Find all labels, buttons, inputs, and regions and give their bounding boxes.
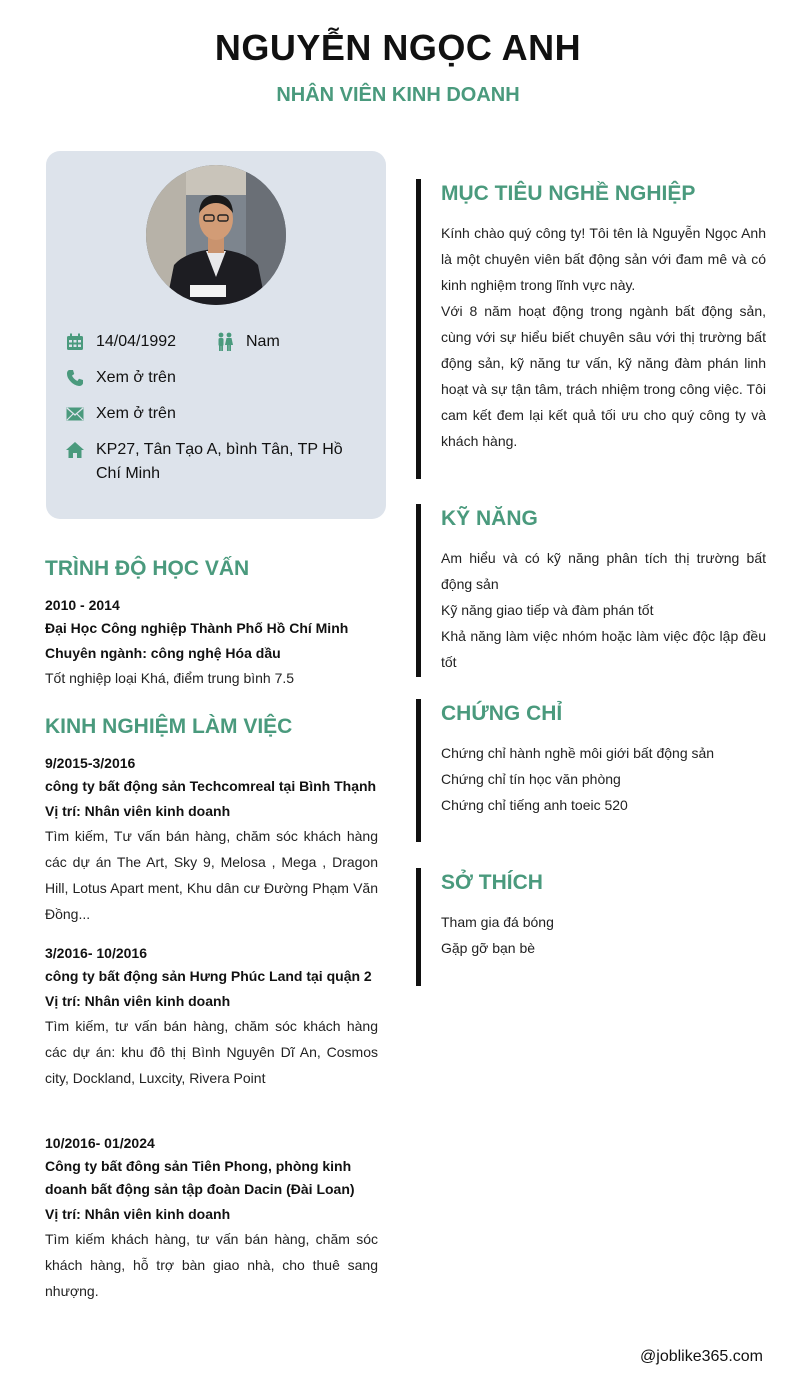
job-description: Tìm kiếm, Tư vấn bán hàng, chăm sóc khách hàng các dự án The Art, Sky 9, Melosa , Mega , Dragon Hill, Lotus Apart ment, Khu dân cư Đường Phạm Văn Đồng...	[45, 828, 378, 922]
skills-title: KỸ NĂNG	[441, 507, 538, 530]
hobby-item: Gặp gỡ bạn bè	[441, 940, 536, 956]
address-row	[65, 438, 365, 486]
address-value: KP27, Tân Tạo A, bình Tân, TP Hồ Chí Minh	[96, 441, 343, 482]
job-entry	[45, 752, 378, 927]
objective-paragraph: Kính chào quý công ty! Tôi tên là Nguyễn Ngọc Anh là một chuyên viên bất động sản với đam mê và có kinh nghiệm trong lĩnh vực này.	[441, 225, 766, 293]
job-period: 9/2015-3/2016	[45, 755, 136, 771]
job-period: 3/2016- 10/2016	[45, 945, 147, 961]
certificate-item: Chứng chỉ tín học văn phòng	[441, 771, 621, 787]
job-company: công ty bất động sản Hưng Phúc Land tại quận 2	[45, 968, 372, 984]
birthday-row	[65, 330, 176, 354]
home-icon	[65, 438, 85, 462]
education-years: 2010 - 2014	[45, 597, 120, 613]
phone-icon	[65, 366, 85, 390]
avatar-photo	[146, 165, 286, 305]
phone-row	[65, 366, 176, 390]
job-position: Vị trí: Nhân viên kinh doanh	[45, 993, 231, 1009]
experience-title: KINH NGHIỆM LÀM VIỆC	[45, 715, 293, 738]
avatar	[146, 165, 286, 305]
hobby-item: Tham gia đá bóng	[441, 914, 554, 930]
certificate-item: Chứng chỉ hành nghề môi giới bất động sản	[441, 745, 715, 761]
job-company: công ty bất động sản Techcomreal tại Bình Thạnh	[45, 778, 377, 794]
gender-value: Nam	[246, 333, 280, 350]
email-value: Xem ở trên	[96, 405, 176, 422]
candidate-name: NGUYỄN NGỌC ANH	[214, 27, 582, 68]
watermark: @joblike365.com	[640, 1348, 763, 1365]
birthday-value: 14/04/1992	[96, 333, 177, 350]
education-major: Chuyên ngành: công nghệ Hóa dầu	[45, 645, 281, 661]
job-period: 10/2016- 01/2024	[45, 1135, 155, 1151]
job-company: Công ty bất đông sản Tiên Phong, phòng kinh doanh bất động sản tập đoàn Dacin (Đài Loan)	[45, 1158, 355, 1197]
objective-paragraph: Với 8 năm hoạt động trong ngành bất động sản, cùng với sự hiểu biết chuyên sâu với thị trường bất động sản, kỹ năng tư vấn, kỹ năng đàm phán linh hoạt và sự tận tâm, trách nhiệm trong công việc. Tôi cam kết đem lại kết quả tối ưu cho quý công ty và khách hàng.	[441, 303, 766, 449]
candidate-job-title: NHÂN VIÊN KINH DOANH	[276, 84, 520, 106]
objective-title: MỤC TIÊU NGHỀ NGHIỆP	[441, 182, 696, 205]
job-description: Tìm kiếm khách hàng, tư vấn bán hàng, chăm sóc khách hàng, hỗ trợ bàn giao nhà, cho thuê sang nhượng.	[45, 1231, 378, 1299]
job-entry	[45, 942, 378, 1091]
job-entry	[45, 1132, 378, 1304]
certificate-item: Chứng chỉ tiếng anh toeic 520	[441, 797, 628, 813]
hobbies-section	[416, 868, 766, 986]
certificates-title: CHỨNG CHỈ	[441, 702, 563, 725]
skill-item: Am hiểu và có kỹ năng phân tích thị trường bất động sản	[441, 550, 766, 592]
education-title: TRÌNH ĐỘ HỌC VẤN	[45, 557, 250, 580]
hobbies-title: SỞ THÍCH	[441, 871, 543, 894]
people-icon	[215, 330, 235, 354]
profile-card	[46, 151, 386, 519]
education-section	[45, 556, 378, 691]
certificates-section	[416, 699, 766, 842]
education-school: Đại Học Công nghiệp Thành Phố Hồ Chí Minh	[45, 620, 349, 636]
email-row	[65, 402, 176, 426]
resume-header	[0, 28, 796, 107]
gender-row	[215, 330, 280, 354]
objective-section	[416, 179, 766, 479]
experience-section	[45, 714, 378, 1304]
skill-item: Kỹ năng giao tiếp và đàm phán tốt	[441, 602, 654, 618]
job-position: Vị trí: Nhân viên kinh doanh	[45, 1206, 231, 1222]
skill-item: Khả năng làm việc nhóm hoặc làm việc độc lập đều tốt	[441, 628, 766, 670]
skills-section	[416, 504, 766, 677]
calendar-icon	[65, 330, 85, 354]
job-description: Tìm kiếm, tư vấn bán hàng, chăm sóc khách hàng các dự án: khu đô thị Bình Nguyên Dĩ An, Cosmos city, Dockland, Luxcity, Rivera Point	[45, 1018, 378, 1086]
job-position: Vị trí: Nhân viên kinh doanh	[45, 803, 231, 819]
envelope-icon	[65, 402, 85, 426]
phone-value: Xem ở trên	[96, 369, 176, 386]
education-result: Tốt nghiệp loại Khá, điểm trung bình 7.5	[45, 670, 295, 686]
